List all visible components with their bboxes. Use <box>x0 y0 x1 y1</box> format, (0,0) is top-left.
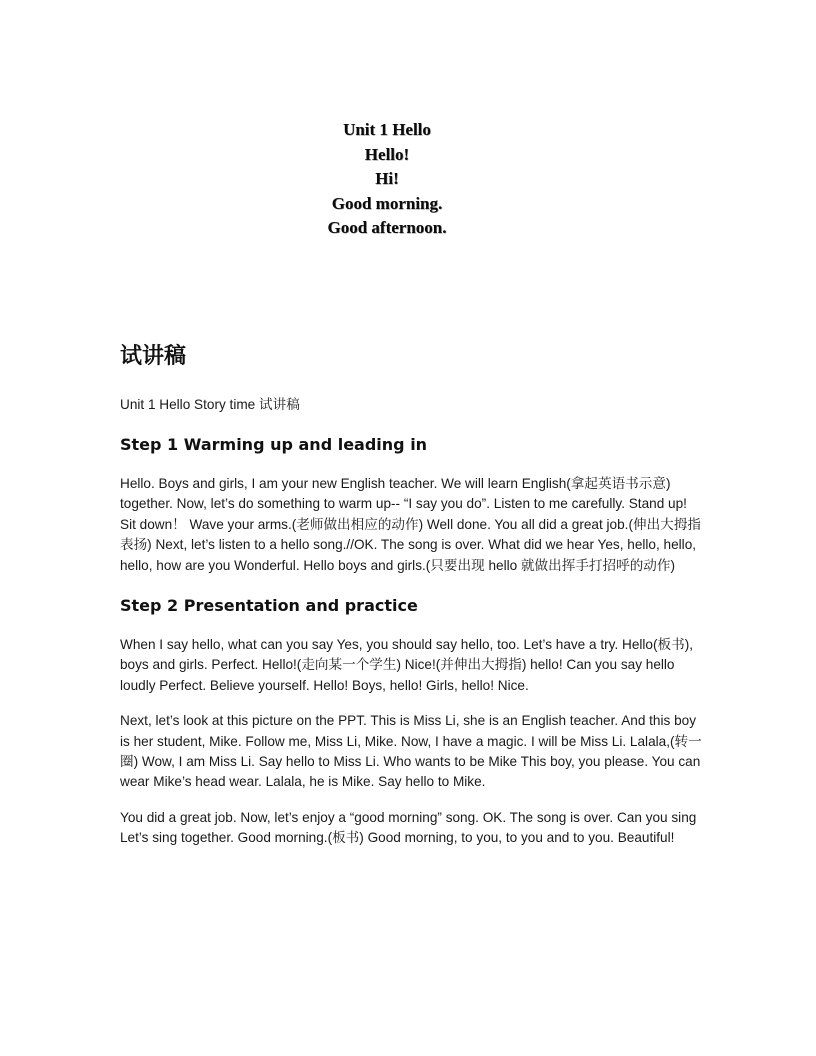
step-2-heading: Step 2 Presentation and practice <box>120 596 418 616</box>
step-2-paragraph-3: You did a great job. Now, let’s enjoy a “good morning” song. OK. The song is over. Can you sing Let’s sing together. Good morning.(板书) Good morning, to you, to you and to you. Beautiful! <box>120 809 697 846</box>
title-line-good-morning: Good morning. <box>331 193 443 213</box>
step-2-paragraph-2: Next, let’s look at this picture on the PPT. This is Miss Li, she is an English teacher. And this boy is her student, Mike. Follow me, Miss Li, Mike. Now, I have a magic. I will be Miss Li. Lalala,(转一圈) Wow, I am Miss Li. Say hello to Miss Li. Who wants to be Mike This boy, you please. You can wear Mike’s head wear. Lalala, he is Mike. Say hello to Mike. <box>120 713 702 790</box>
title-line-hello: Hello! <box>364 144 410 164</box>
title-line-hi: Hi! <box>375 169 399 189</box>
document-heading: 试讲稿 <box>120 344 187 369</box>
unit-title-block <box>250 118 524 241</box>
step-2-paragraph-1: When I say hello, what can you say Yes, you should say hello, too. Let’s have a try. Hello(板书), boys and girls. Perfect. Hello!(走向某一个学生) Nice!(并伸出大拇指) hello! Can you say hello loudly Perfect. Believe yourself. Hello! Boys, hello! Girls, hello! Nice. <box>120 637 694 693</box>
step-1-paragraph: Hello. Boys and girls, I am your new English teacher. We will learn English(拿起英语书示意) together. Now, let’s do something to warm up-- “I say you do”. Listen to me carefully. Stand up! Sit down！ Wave your arms.(老师做出相应的动作) Well done. You all did a great job.(伸出大拇指表扬) Next, let’s listen to a hello song.//OK. The song is over. What did we hear Yes, hello, hello, hello, how are you Wonderful. Hello boys and girls.(只要出现 hello 就做出挥手打招呼的动作) <box>120 476 701 573</box>
document-subtitle: Unit 1 Hello Story time 试讲稿 <box>120 397 300 412</box>
title-line-good-afternoon: Good afternoon. <box>327 218 447 238</box>
document-body <box>120 341 705 849</box>
title-line-unit: Unit 1 Hello <box>343 120 431 139</box>
step-1-heading: Step 1 Warming up and leading in <box>120 435 428 454</box>
